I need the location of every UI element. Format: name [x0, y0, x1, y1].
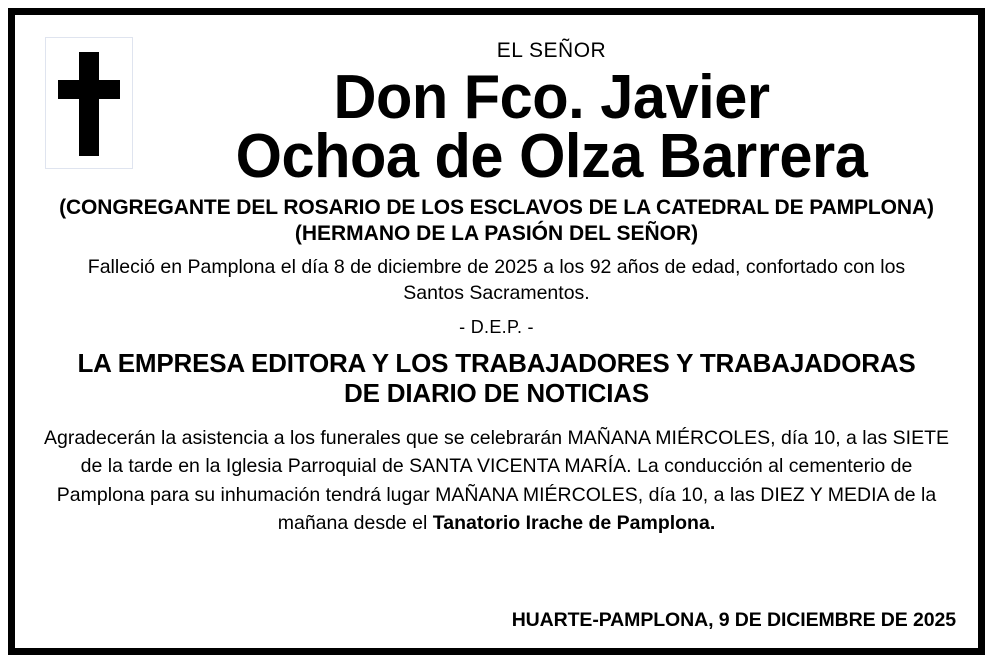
death-details: Falleció en Pamplona el día 8 de diciembre de 2025 a los 92 años de edad, confortado con los Santos Sacramentos.	[87, 256, 906, 305]
obituary-inner	[15, 15, 978, 648]
obituary-notice	[8, 8, 985, 655]
cross-icon	[58, 52, 120, 156]
brotherhood-line: (HERMANO DE LA PASIÓN DEL SEÑOR)	[294, 221, 699, 245]
funeral-home-name: Tanatorio Irache de Pamplona.	[432, 511, 716, 534]
dep-line: - D.E.P. -	[459, 316, 534, 337]
mourners-line-2: DE DIARIO DE NOTICIAS	[344, 377, 649, 408]
honorific-prefix: EL SEÑOR	[496, 39, 607, 62]
deceased-name-line-1: Don Fco. Javier	[333, 63, 770, 133]
funeral-details-text: Agradecerán la asistencia a los funerales que se celebrarán MAÑANA MIÉRCOLES, día 10, a las SIETE de la tarde en la Iglesia Parroquial de SANTA VICENTA MARÍA. La conducción al cementerio de Pamplona para su inhumación tendrá lugar MAÑANA MIÉRCOLES, día 10, a las DIEZ Y MEDIA de la mañana desde el	[43, 427, 950, 534]
cross-vertical-bar	[79, 52, 99, 156]
congregation-line: (CONGREGANTE DEL ROSARIO DE LOS ESCLAVOS DE LA CATEDRAL DE PAMPLONA)	[59, 195, 934, 219]
mourners-line-1: LA EMPRESA EDITORA Y LOS TRABAJADORES Y TRABAJADORAS	[77, 347, 916, 378]
deceased-heading	[29, 39, 964, 190]
deceased-name-line-2: Ochoa de Olza Barrera	[235, 122, 868, 192]
cross-horizontal-bar	[58, 80, 120, 99]
place-and-date: HUARTE-PAMPLONA, 9 DE DICIEMBRE DE 2025	[511, 609, 956, 631]
cross-icon-box	[45, 37, 133, 169]
obituary-body	[29, 196, 964, 537]
funeral-details	[29, 424, 964, 537]
